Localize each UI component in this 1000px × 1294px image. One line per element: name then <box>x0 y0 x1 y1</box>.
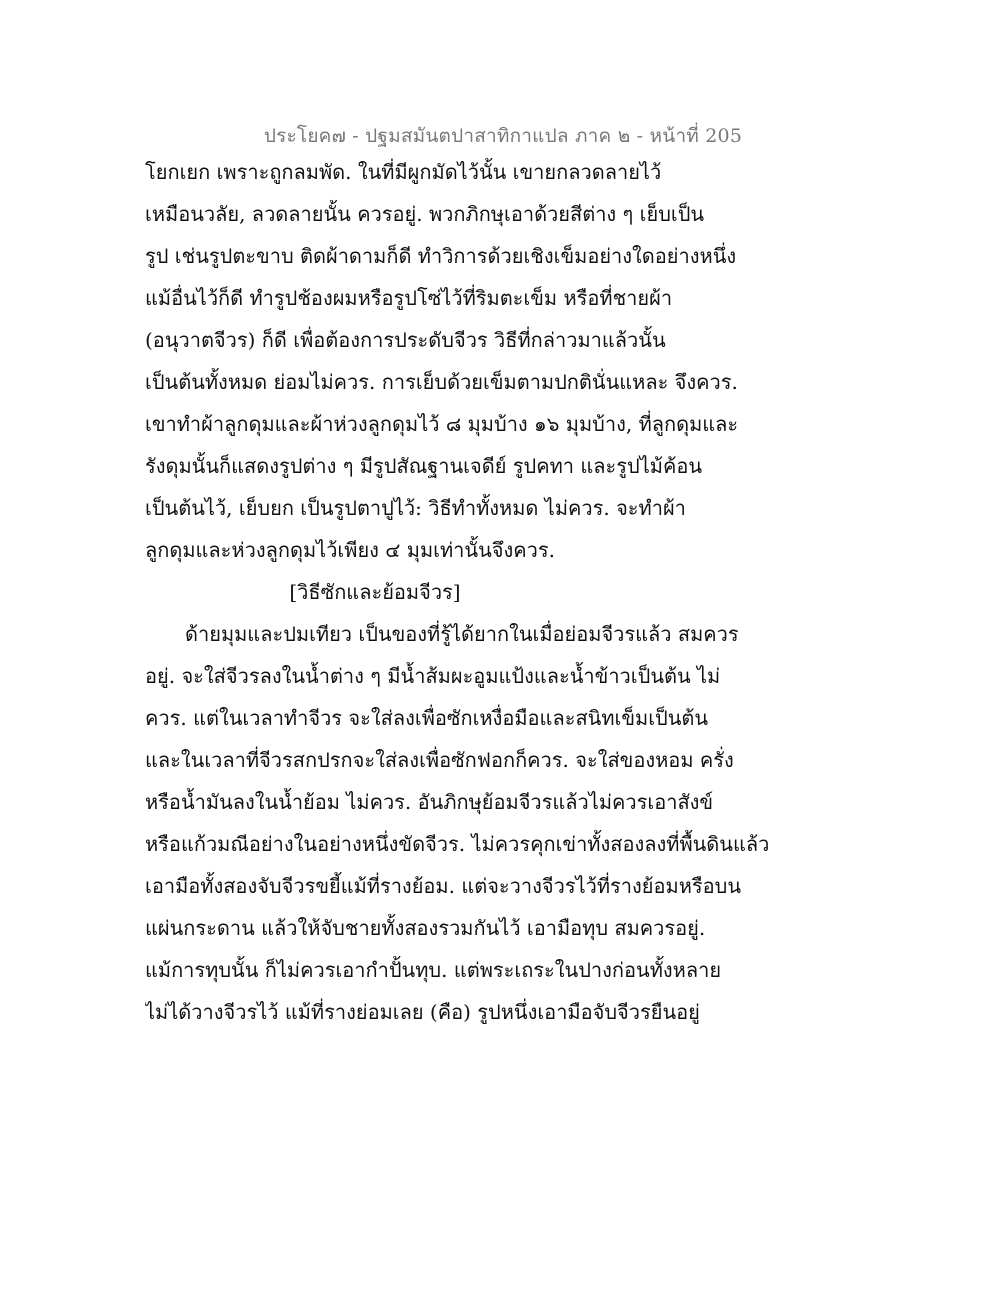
paragraph-1-line-6: เป็นต้นทั้งหมด ย่อมไม่ควร. การเย็บด้วยเข็มตามปกตินั่นแหละ จึงควร. <box>145 370 738 394</box>
paragraph-2-line-7: เอามือทั้งสองจับจีวรขยี้แม้ที่รางย้อม. แต่จะวางจีวรไว้ที่รางย้อมหรือบน <box>145 874 742 898</box>
paragraph-2-line-3: ควร. แต่ในเวลาทำจีวร จะใส่ลงเพื่อซักเหงื่อมือและสนิทเข็มเป็นต้น <box>145 706 709 730</box>
paragraph-1-line-7: เขาทำผ้าลูกดุมและผ้าห่วงลูกดุมไว้ ๘ มุมบ้าง ๑๖ มุมบ้าง, ที่ลูกดุมและ <box>145 412 739 436</box>
paragraph-1-line-1: โยกเยก เพราะถูกลมพัด. ในที่มีผูกมัดไว้นั้น เขายกลวดลายไว้ <box>145 160 662 184</box>
paragraph-1-line-10: ลูกดุมและห่วงลูกดุมไว้เพียง ๔ มุมเท่านั้นจึงควร. <box>145 538 555 562</box>
paragraph-2-line-8: แผ่นกระดาน แล้วให้จับชายทั้งสองรวมกันไว้ เอามือทุบ สมควรอยู่. <box>145 916 706 940</box>
paragraph-2-line-1: ด้ายมุมและปมเทียว เป็นของที่รู้ได้ยากในเมื่อย่อมจีวรแล้ว สมควร <box>185 622 739 646</box>
paragraph-2-line-6: หรือแก้วมณีอย่างในอย่างหนึ่งขัดจีวร. ไม่ควรคุกเข่าทั้งสองลงที่พื้นดินแล้ว <box>145 832 770 856</box>
paragraph-1-line-5: (อนุวาตจีวร) ก็ดี เพื่อต้องการประดับจีวร วิธีที่กล่าวมาแล้วนั้น <box>145 328 666 352</box>
paragraph-1-line-8: รังดุมนั้นก็แสดงรูปต่าง ๆ มีรูปสัณฐานเจดีย์ รูปคทา และรูปไม้ค้อน <box>145 454 703 478</box>
paragraph-2-line-4: และในเวลาที่จีวรสกปรกจะใส่ลงเพื่อซักฟอกก็ควร. จะใส่ของหอม ครั่ง <box>145 748 734 772</box>
page-header <box>0 121 1000 151</box>
paragraph-1-line-9: เป็นต้นไว้, เย็บยก เป็นรูปตาปูไว้: วิธีทำทั้งหมด ไม่ควร. จะทำผ้า <box>145 496 686 520</box>
paragraph-2-line-5: หรือน้ำมันลงในน้ำย้อม ไม่ควร. อันภิกษุย้อมจีวรแล้วไม่ควรเอาสังข์ <box>145 790 714 814</box>
paragraph-2-line-10: ไม่ได้วางจีวรไว้ แม้ที่รางย่อมเลย (คือ) รูปหนึ่งเอามือจับจีวรยืนอยู่ <box>145 1000 700 1024</box>
paragraph-2-line-9: แม้การทุบนั้น ก็ไม่ควรเอากำปั้นทุบ. แต่พระเถระในปางก่อนทั้งหลาย <box>145 958 722 982</box>
section-heading: [วิธีซักและย้อมจีวร] <box>289 580 461 604</box>
paragraph-2-line-2: อยู่. จะใส่จีวรลงในน้ำต่าง ๆ มีน้ำส้มผะอูมแป้งและน้ำข้าวเป็นต้น ไม่ <box>145 664 721 688</box>
paragraph-1-line-4: แม้อื่นไว้ก็ดี ทำรูปช้องผมหรือรูปโซ่ไว้ที่ริมตะเข็ม หรือที่ชายผ้า <box>145 286 673 310</box>
paragraph-1-line-3: รูป เช่นรูปตะขาบ ติดผ้าดามก็ดี ทำวิการด้วยเชิงเข็มอย่างใดอย่างหนึ่ง <box>145 244 737 268</box>
running-header-text: ประโยค๗ - ปฐมสมันตปาสาทิกาแปล ภาค ๒ - หน้าที่ 205 <box>263 125 743 147</box>
paragraph-1-line-2: เหมือนวลัย, ลวดลายนั้น ควรอยู่. พวกภิกษุเอาด้วยสีต่าง ๆ เย็บเป็น <box>145 202 705 226</box>
